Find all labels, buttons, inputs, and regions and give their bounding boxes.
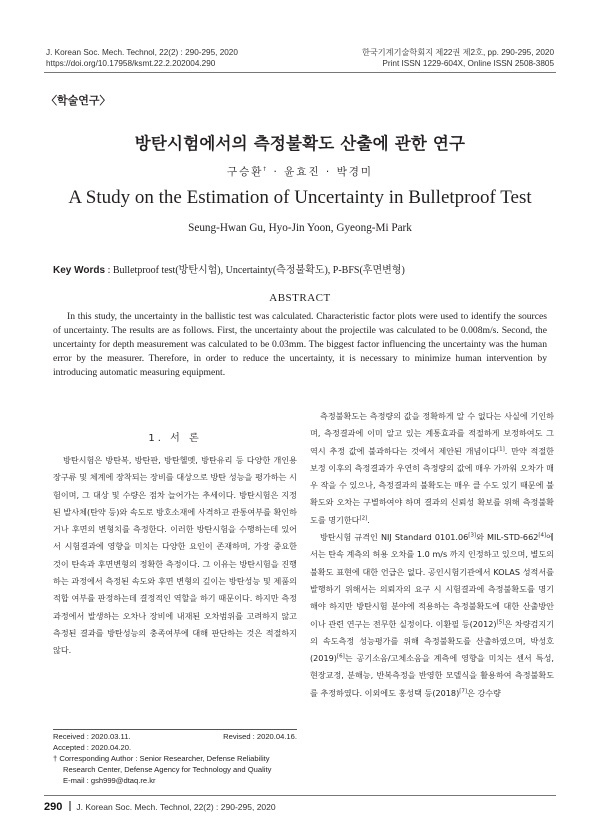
abstract-heading: ABSTRACT	[269, 292, 331, 304]
authors-english: Seung-Hwan Gu, Hyo-Jin Yoon, Gyeong-Mi Park	[188, 222, 412, 234]
title-english: A Study on the Estimation of Uncertainty in Bulletproof Test	[68, 187, 532, 208]
authors-korean	[0, 164, 600, 179]
corresponding-mark: †	[263, 166, 269, 173]
running-header-left	[46, 47, 238, 69]
dagger-mark: †	[53, 754, 58, 763]
footer-citation: J. Korean Soc. Mech. Technol, 22(2) : 290-295, 2020	[76, 802, 276, 812]
section-heading-introduction: 1. 서 론	[148, 433, 202, 444]
journal-citation: J. Korean Soc. Mech. Technol, 22(2) : 290-295, 2020	[46, 48, 238, 57]
accepted-date: Accepted : 2020.04.20.	[53, 743, 132, 752]
issn-line: Print ISSN 1229-604X, Online ISSN 2508-3805	[382, 59, 554, 68]
left-column	[53, 432, 297, 660]
received-date: Received : 2020.03.11.	[53, 732, 131, 741]
citation-ref[interactable]: [7]	[459, 688, 468, 695]
citation-ref[interactable]: [4]	[538, 532, 547, 539]
keywords-label: Key Words	[53, 265, 106, 276]
corresponding-author: Corresponding Author : Senior Researcher, Defense Reliability	[57, 754, 270, 763]
right-column	[310, 408, 554, 702]
page-number: 290	[44, 801, 63, 813]
running-header-right	[362, 47, 554, 69]
right-paragraph-1: 측정불확도는 측정량의 값을 정확하게 알 수 없다는 사실에 기인하며, 측정결과에 이미 알고 있는 계통효과를 적절하게 보정하여도 그 역시 추정 값에 불과하다는 것에서 제안된 개념이다[1]. 만약 적절한 보정 이후의 측정결과가 우연히 측정량의 값에 매우 가까워 오차가 매우 작을 수 있으나, 측정결과의 불확도는 매우 클 수도 있기 때문에 불확도와 오차는 구별하여야 하며 결과의 신뢰성 확보를 위해 측정불확도를 명기한다[2].	[310, 411, 554, 525]
keywords	[53, 261, 405, 276]
citation-ref[interactable]: [5]	[496, 618, 505, 625]
header-divider	[44, 72, 556, 73]
page-footer	[44, 801, 276, 813]
author-email[interactable]: E-mail : gsh999@dtaq.re.kr	[63, 776, 156, 785]
author-first: 구승환	[226, 166, 264, 178]
keywords-text: : Bulletproof test(방탄시험), Uncertainty(측정불확도), P-BFS(후면변형)	[105, 265, 405, 276]
citation-ref[interactable]: [1]	[496, 445, 505, 452]
abstract-body: In this study, the uncertainty in the ballistic test was calculated. Characteristic factor plots were used to identify the sources of uncertainty. The results are as follows. First, the uncertainty about the projectile was calculated to be 0.008m/s. Second, the uncertainty for depth measurement was calculated to be 0.03mm. The biggest factor influencing the uncertainty was the human error by the measurer. Therefore, in order to reduce the uncertainty, it is necessary to minimize human intervention by introducing automatic measuring equipment.	[53, 311, 547, 378]
footer-separator	[69, 801, 71, 811]
title-korean: 방탄시험에서의 측정불확도 산출에 관한 연구	[134, 134, 466, 153]
author-rest: · 윤효진 · 박경미	[268, 166, 374, 178]
footnote-divider	[53, 729, 297, 730]
citation-ref[interactable]: [6]	[336, 653, 345, 660]
journal-citation-ko: 한국기계기술학회지 제22권 제2호, pp. 290-295, 2020	[361, 48, 554, 57]
intro-paragraph: 방탄시험은 방탄복, 방탄판, 방탄헬멧, 방탄유리 등 다양한 개인용 장구류 및 체계에 장착되는 장비를 대상으로 방탄 성능을 평가하는 시험이며, 그 대상 및 수량은 점차 늘어가는 추세이다. 방탄시험은 지정된 발사체(탄약 등)와 속도로 방호소재에 사격하고 관통여부를 확인하거나 후면의 변형치를 측정한다. 이러한 방탄시험을 수행하는데 있어서 시험결과에 영향을 미치는 다양한 요인이 존재하며, 가장 중요한 것이 탄속과 후면변형의 정확한 측정이다. 그 이유는 방탄시험을 진행하는 과정에서 측정된 속도와 후면 변형의 깊이는 방탄성능 및 제품의 적합 여부를 판정하는데 결정적인 역할을 하기 때문이다. 하지만 측정과정에서 발생하는 오차나 장비에 내재된 오차범위를 고려하지 않고 측정된 결과를 방탄성능의 충족여부에 대해 판단하는 것은 적절하지 않다.	[53, 455, 297, 656]
footer-divider	[44, 795, 556, 796]
footnote	[53, 731, 297, 786]
citation-ref[interactable]: [3]	[468, 532, 477, 539]
article-category: 〈학술연구〉	[46, 95, 111, 107]
revised-date: Revised : 2020.04.16.	[223, 732, 297, 741]
corresponding-affiliation: Research Center, Defense Agency for Technology and Quality	[63, 765, 272, 774]
right-paragraph-2: 방탄시험 규격인 NIJ Standard 0101.06[3]와 MIL-STD-662[4]에서는 탄속 계측의 허용 오차를 1.0 m/s 까지 인정하고 있으며, 별도의 불확도 표현에 대한 언급은 없다. 공인시험기관에서 KOLAS 성적서를 발행하기 위해서는 의뢰자의 요구 시 시험결과에 측정불확도를 명기해야 하지만 방탄시험 분야에 적용하는 측정불확도에 대한 산출방안이나 관련 연구는 전무한 실정이다. 이환필 등(2012)[5]은 차량검지기의 속도측정 성능평가를 위해 측정불확도를 산출하였으며, 박성호(2019)[6]는 공기소음/고체소음을 계측에 영향을 미치는 센서 특성, 현장교정, 분해능, 반복측정을 반영한 모델식을 활용하여 측정불확도를 추정하였다. 이외에도 홍성택 등(2018)[7]은 강수량	[310, 532, 554, 698]
citation-ref[interactable]: [2]	[359, 515, 368, 522]
doi-link[interactable]: https://doi.org/10.17958/ksmt.22.2.202004.290	[46, 59, 216, 68]
